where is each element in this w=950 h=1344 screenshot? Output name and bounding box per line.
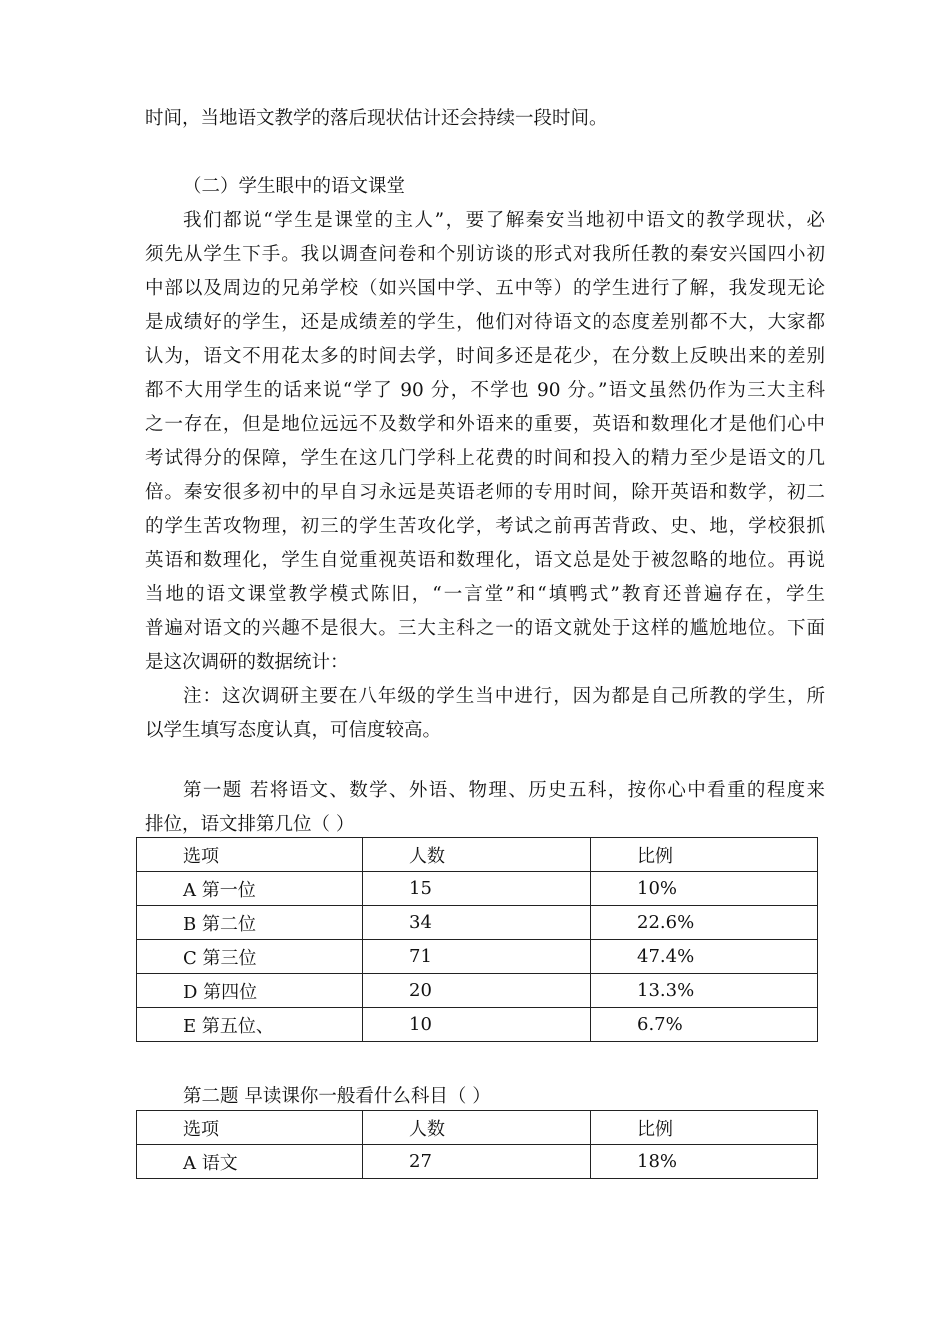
cell-ratio: 22.6%	[591, 906, 818, 940]
cell-ratio: 13.3%	[591, 974, 818, 1008]
cell-count: 27	[363, 1145, 591, 1179]
table-row	[137, 940, 818, 974]
header-cell-option: 选项	[137, 1111, 363, 1145]
cell-option: D 第四位	[137, 974, 363, 1008]
table-row	[137, 872, 818, 906]
header-cell-count: 人数	[363, 1111, 591, 1145]
table-row	[137, 974, 818, 1008]
question1-prompt-line: 排位，语文排第几位（ ）	[145, 814, 355, 835]
body-line: 我们都说“学生是课堂的主人”，要了解秦安当地初中语文的教学现状，必	[183, 210, 825, 231]
body-line: 之一存在，但是地位远远不及数学和外语来的重要，英语和数理化才是他们心中	[145, 414, 825, 435]
section-heading: （二）学生眼中的语文课堂	[183, 176, 406, 197]
cell-option: A 第一位	[137, 872, 363, 906]
intro-paragraph-tail: 时间，当地语文教学的落后现状估计还会持续一段时间。	[145, 108, 608, 129]
cell-count: 10	[363, 1008, 591, 1042]
cell-option: A 语文	[137, 1145, 363, 1179]
body-line: 须先从学生下手。我以调查问卷和个别访谈的形式对我所任教的秦安兴国四小初	[145, 244, 825, 265]
body-line: 中部以及周边的兄弟学校（如兴国中学、五中等）的学生进行了解，我发现无论	[145, 278, 825, 299]
cell-count: 71	[363, 940, 591, 974]
cell-count: 34	[363, 906, 591, 940]
header-cell-option: 选项	[137, 838, 363, 872]
cell-ratio: 47.4%	[591, 940, 818, 974]
question2-table	[136, 1110, 818, 1179]
cell-option: B 第二位	[137, 906, 363, 940]
cell-count: 20	[363, 974, 591, 1008]
body-line: 的学生苦攻物理，初三的学生苦攻化学，考试之前再苦背政、史、地，学校狠抓	[145, 516, 825, 537]
table-row	[137, 1008, 818, 1042]
body-line: 当地的语文课堂教学模式陈旧，“一言堂”和“填鸭式”教育还普遍存在，学生	[145, 584, 825, 605]
body-line: 是这次调研的数据统计：	[145, 652, 349, 673]
cell-ratio: 6.7%	[591, 1008, 818, 1042]
note-line: 以学生填写态度认真，可信度较高。	[145, 720, 442, 741]
body-line: 都不大用学生的话来说“学了 90 分，不学也 90 分。”语文虽然仍作为三大主科	[145, 380, 825, 401]
cell-option: C 第三位	[137, 940, 363, 974]
note-line: 注：这次调研主要在八年级的学生当中进行，因为都是自己所教的学生，所	[183, 686, 825, 707]
header-cell-ratio: 比例	[591, 1111, 818, 1145]
body-line: 英语和数理化，学生自觉重视英语和数理化，语文总是处于被忽略的地位。再说	[145, 550, 825, 571]
question2-prompt: 第二题 早读课你一般看什么科目（ ）	[183, 1086, 491, 1107]
body-line: 考试得分的保障，学生在这几门学科上花费的时间和投入的精力至少是语文的几	[145, 448, 825, 469]
table-header-row	[137, 1111, 818, 1145]
table-header-row	[137, 838, 818, 872]
cell-option: E 第五位、	[137, 1008, 363, 1042]
question1-prompt-line: 第一题 若将语文、数学、外语、物理、历史五科，按你心中看重的程度来	[183, 780, 825, 801]
header-cell-ratio: 比例	[591, 838, 818, 872]
cell-ratio: 10%	[591, 872, 818, 906]
cell-count: 15	[363, 872, 591, 906]
body-line: 认为，语文不用花太多的时间去学，时间多还是花少，在分数上反映出来的差别	[145, 346, 825, 367]
body-line: 普遍对语文的兴趣不是很大。三大主科之一的语文就处于这样的尴尬地位。下面	[145, 618, 825, 639]
body-line: 是成绩好的学生，还是成绩差的学生，他们对待语文的态度差别都不大，大家都	[145, 312, 825, 333]
header-cell-count: 人数	[363, 838, 591, 872]
table-row	[137, 906, 818, 940]
table-row	[137, 1145, 818, 1179]
body-line: 倍。秦安很多初中的早自习永远是英语老师的专用时间，除开英语和数学，初二	[145, 482, 825, 503]
question1-table	[136, 837, 818, 1042]
cell-ratio: 18%	[591, 1145, 818, 1179]
